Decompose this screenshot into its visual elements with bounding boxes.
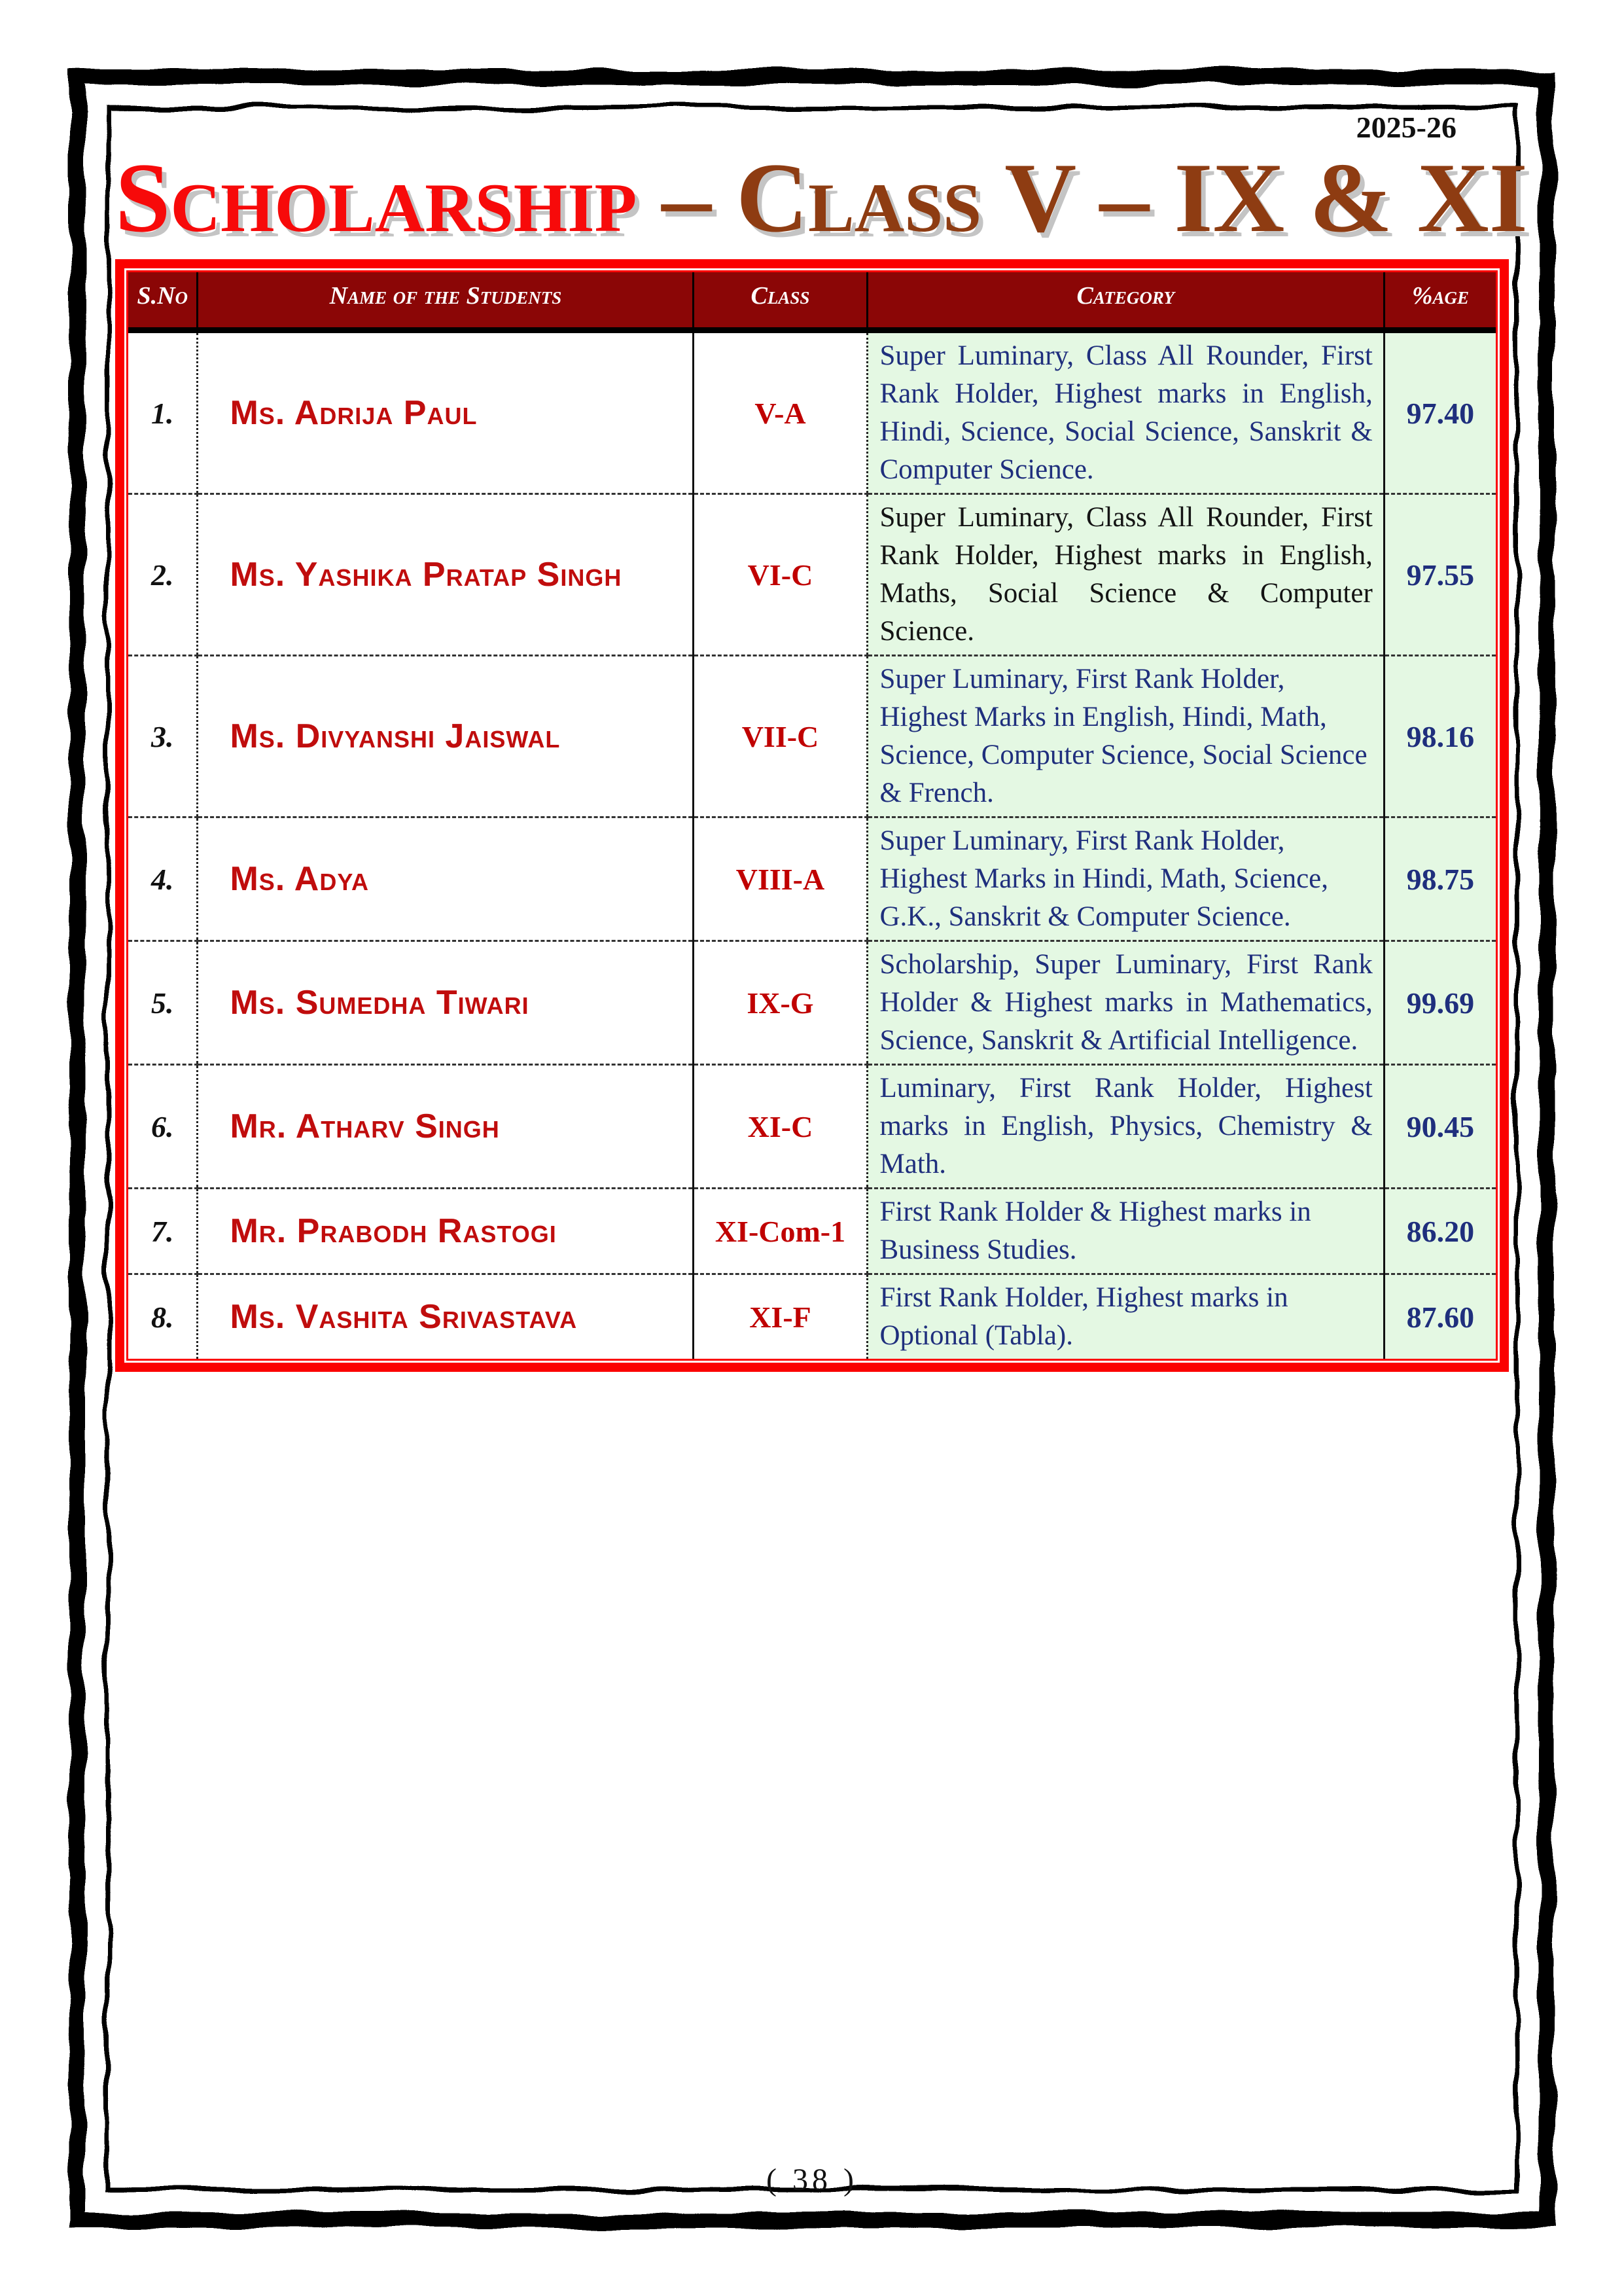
cell-percentage: 98.75	[1384, 817, 1496, 941]
cell-category: First Rank Holder & Highest marks in Business Studies.	[867, 1189, 1384, 1274]
cell-serial-number: 3.	[128, 656, 198, 817]
cell-serial-number: 2.	[128, 494, 198, 656]
cell-serial-number: 6.	[128, 1065, 198, 1189]
header-name: Name of the Students	[198, 272, 694, 331]
header-sno: S.No	[128, 272, 198, 331]
table-row	[128, 1065, 1496, 1189]
cell-student-name: Ms. Adya	[198, 817, 694, 941]
cell-percentage: 90.45	[1384, 1065, 1496, 1189]
page-content	[115, 110, 1528, 1372]
cell-class: VIII-A	[694, 817, 867, 941]
header-class: Class	[694, 272, 867, 331]
cell-serial-number: 4.	[128, 817, 198, 941]
table-row	[128, 656, 1496, 817]
cell-serial-number: 8.	[128, 1274, 198, 1359]
cell-student-name: Ms. Adrija Paul	[198, 331, 694, 494]
cell-category: Super Luminary, Class All Rounder, First Rank Holder, Highest marks in English, Hindi, Science, Social Science, Sanskrit & Computer Science.	[867, 331, 1384, 494]
scholarship-table-frame-inner	[126, 270, 1498, 1361]
table-row	[128, 1189, 1496, 1274]
cell-student-name: Ms. Sumedha Tiwari	[198, 941, 694, 1065]
cell-percentage: 97.55	[1384, 494, 1496, 656]
cell-class: XI-Com-1	[694, 1189, 867, 1274]
cell-student-name: Ms. Vashita Srivastava	[198, 1274, 694, 1359]
cell-percentage: 97.40	[1384, 331, 1496, 494]
cell-percentage: 98.16	[1384, 656, 1496, 817]
scholarship-table-body	[128, 331, 1496, 1359]
cell-class: IX-G	[694, 941, 867, 1065]
cell-student-name: Mr. Prabodh Rastogi	[198, 1189, 694, 1274]
cell-category: Luminary, First Rank Holder, Highest marks in English, Physics, Chemistry & Math.	[867, 1065, 1384, 1189]
table-row	[128, 1274, 1496, 1359]
scholarship-table-head	[128, 272, 1496, 331]
cell-class: XI-F	[694, 1274, 867, 1359]
table-row	[128, 494, 1496, 656]
cell-category: Super Luminary, Class All Rounder, First Rank Holder, Highest marks in English, Maths, Social Science & Computer Science.	[867, 494, 1384, 656]
cell-percentage: 87.60	[1384, 1274, 1496, 1359]
page-number: ( 38 )	[766, 2162, 858, 2197]
session-year-label: 2025-26	[1356, 111, 1456, 144]
cell-category: First Rank Holder, Highest marks in Optional (Tabla).	[867, 1274, 1384, 1359]
cell-student-name: Ms. Divyanshi Jaiswal	[198, 656, 694, 817]
page-title-classes: – Class V – IX & XI	[662, 143, 1528, 253]
cell-category: Super Luminary, First Rank Holder, Highest Marks in English, Hindi, Math, Science, Computer Science, Social Science & French.	[867, 656, 1384, 817]
header-percentage: %age	[1384, 272, 1496, 331]
cell-category: Scholarship, Super Luminary, First Rank Holder & Highest marks in Mathematics, Science, Sanskrit & Artificial Intelligence.	[867, 941, 1384, 1065]
cell-serial-number: 1.	[128, 331, 198, 494]
scholarship-table-frame	[115, 259, 1509, 1372]
cell-student-name: Ms. Yashika Pratap Singh	[198, 494, 694, 656]
page-title-main: Scholarship	[115, 143, 637, 253]
cell-class: VI-C	[694, 494, 867, 656]
cell-category: Super Luminary, First Rank Holder, Highest Marks in Hindi, Math, Science, G.K., Sanskrit & Computer Science.	[867, 817, 1384, 941]
header-row	[128, 272, 1496, 331]
header-category: Category	[867, 272, 1384, 331]
table-row	[128, 817, 1496, 941]
table-row	[128, 941, 1496, 1065]
table-row	[128, 331, 1496, 494]
page-title	[115, 143, 1528, 253]
cell-student-name: Mr. Atharv Singh	[198, 1065, 694, 1189]
cell-percentage: 86.20	[1384, 1189, 1496, 1274]
cell-serial-number: 5.	[128, 941, 198, 1065]
cell-class: XI-C	[694, 1065, 867, 1189]
cell-class: VII-C	[694, 656, 867, 817]
cell-serial-number: 7.	[128, 1189, 198, 1274]
cell-class: V-A	[694, 331, 867, 494]
scholarship-table	[128, 272, 1496, 1359]
cell-percentage: 99.69	[1384, 941, 1496, 1065]
